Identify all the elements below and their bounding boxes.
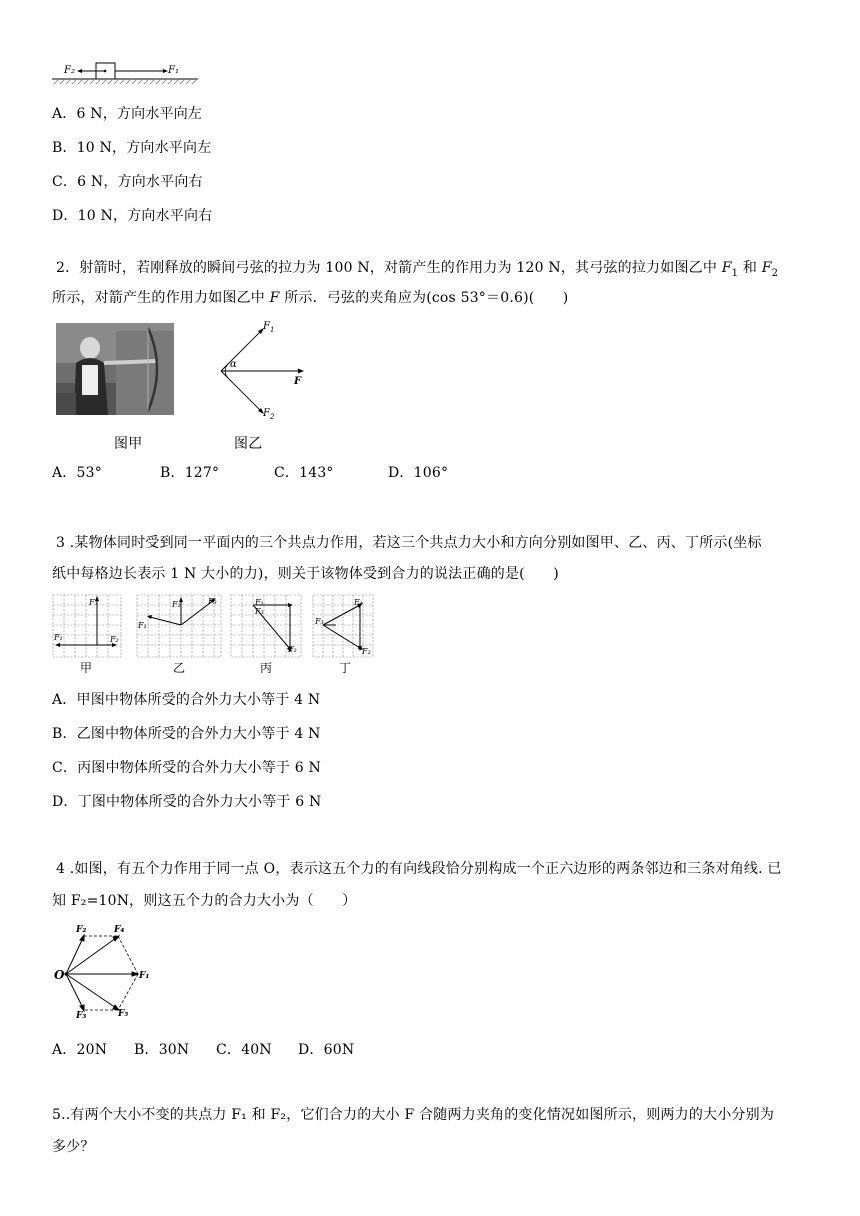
q2-option-a: A．53°	[52, 465, 102, 481]
q3-grid-jia	[52, 594, 122, 658]
q4-f2-label: F₂	[76, 925, 87, 935]
q5-stem-line1: 5..有两个大小不变的共点力 F₁ 和 F₂，它们合力的大小 F 合随两力夹角的变化情况如图所示，则两力的大小分别为	[52, 1107, 775, 1123]
q4-stem-line1: 4 .如图，有五个力作用于同一点 O，表示这五个力的有向线段恰分别构成一个正六边形的两条邻边和三条对角线. 已	[56, 861, 782, 877]
q2-stem-line1: 2．射箭时，若刚释放的瞬间弓弦的拉力为 100 N，对箭产生的作用力为 120 N，其弓弦的拉力如图乙中 $F_1$ 和 $F_2$	[56, 260, 779, 279]
q2-caption-b: 图乙	[234, 436, 263, 452]
q1-option-a: A．6 N，方向水平向左	[52, 106, 203, 122]
archer-photo	[56, 323, 174, 415]
q1-option-d: D．10 N，方向水平向右	[52, 208, 213, 224]
q3-option-c: C．丙图中物体所受的合外力大小等于 6 N	[52, 760, 321, 776]
grid-bing-f2-label: F₂	[288, 645, 297, 654]
q4-f1-label: F₁	[139, 971, 150, 981]
q3-grid-ding	[312, 594, 374, 658]
q2-option-b: B．127°	[160, 465, 220, 481]
grid-yi-f2-label: F₂	[172, 600, 181, 609]
q3-stem-line1: 3 .某物体同时受到同一平面内的三个共点力作用，若这三个共点力大小和方向分别如图甲、乙、丙、丁所示(坐标	[56, 535, 762, 551]
q2-option-c: C．143°	[274, 465, 334, 481]
grid-jia-f1-label: F₁	[54, 633, 63, 642]
grid-ding-f2-label: F₂	[362, 647, 371, 656]
q1-option-c: C．6 N，方向水平向右	[52, 174, 203, 190]
q3-option-d: D．丁图中物体所受的合外力大小等于 6 N	[52, 794, 322, 810]
q3-grid-bing	[230, 594, 302, 658]
q3-grid-caption-bing: 丙	[260, 661, 273, 675]
grid-jia-f2-label: F₂	[110, 635, 119, 644]
q4-option-c: C．40N	[216, 1042, 272, 1058]
q2-stem-line2: 所示，对箭产生的作用力如图乙中 F 所示．弓弦的夹角应为(cos 53°＝0.6)( )	[52, 290, 569, 306]
grid-jia-f3-label: F₃	[89, 598, 98, 607]
q1-option-b: B．10 N，方向水平向左	[52, 140, 212, 156]
q2-option-d: D．106°	[388, 465, 449, 481]
q3-grid-caption-jia: 甲	[80, 661, 93, 675]
grid-bing-f1-label: F₁	[255, 598, 264, 607]
q3-grid-caption-yi: 乙	[173, 661, 186, 675]
q1-f2-label: F₂	[64, 65, 75, 76]
q3-grid-yi	[136, 594, 222, 658]
q1-f1-label: F₁	[168, 65, 179, 76]
grid-yi-f1-label: F₁	[138, 621, 147, 630]
q2-f-label: F	[294, 376, 302, 387]
q2-force-diagram	[212, 318, 312, 420]
q3-grid-caption-ding: 丁	[339, 661, 352, 675]
q4-stem-line2: 知 F₂=10N，则这五个力的合力大小为（ ）	[52, 893, 357, 909]
q4-f5-label: F₅	[118, 1009, 129, 1019]
q2-f1-label: $F_1$	[263, 321, 275, 334]
q4-option-b: B．30N	[134, 1042, 190, 1058]
q4-f4-label: F₄	[114, 925, 125, 935]
q3-option-a: A．甲图中物体所受的合外力大小等于 4 N	[52, 692, 321, 708]
q4-option-a: A．20N	[52, 1042, 108, 1058]
grid-ding-f1-label: F₁	[354, 598, 363, 607]
q2-alpha-label: α	[230, 359, 237, 370]
q4-hexagon-diagram	[52, 926, 162, 1022]
grid-yi-f3-label: F₃	[208, 597, 217, 606]
q1-force-diagram	[52, 58, 200, 86]
grid-bing-f3-label: F₃	[255, 607, 264, 616]
q3-option-b: B．乙图中物体所受的合外力大小等于 4 N	[52, 726, 321, 742]
q4-option-d: D．60N	[298, 1042, 355, 1058]
q4-f3-label: F₃	[76, 1011, 87, 1021]
q3-stem-line2: 纸中每格边长表示 1 N 大小的力)，则关于该物体受到合力的说法正确的是( )	[52, 566, 559, 582]
q2-f2-label: $F_2$	[263, 408, 275, 421]
q4-o-label: O	[54, 968, 65, 982]
q5-stem-line2: 多少？	[52, 1139, 95, 1155]
q2-caption-a: 图甲	[114, 436, 143, 452]
grid-ding-f3-label: F₃	[315, 617, 324, 626]
